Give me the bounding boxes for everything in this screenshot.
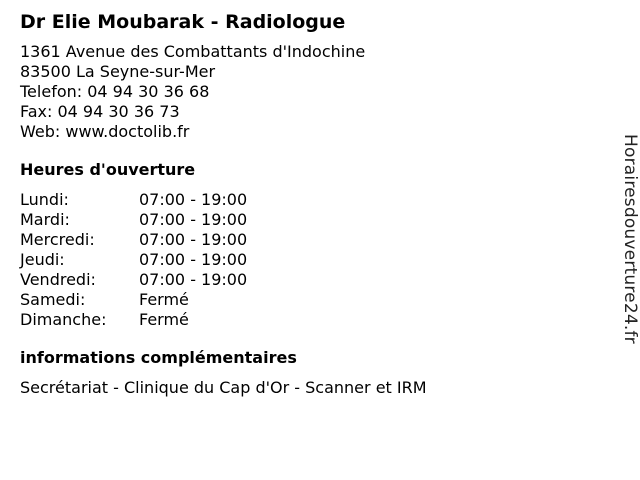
business-name: Dr Elie Moubarak - Radiologue [20, 11, 346, 33]
day-label: Vendredi: [20, 270, 96, 289]
hours-row-tuesday [20, 210, 580, 230]
hours-row-thursday [20, 250, 580, 270]
website-link[interactable]: Web: www.doctolib.fr [20, 122, 190, 141]
fax-number: Fax: 04 94 30 36 73 [20, 102, 180, 121]
opening-hours-heading: Heures d'ouverture [20, 160, 196, 179]
day-hours: 07:00 - 19:00 [139, 190, 248, 209]
day-label: Mercredi: [20, 230, 95, 249]
phone-number: Telefon: 04 94 30 36 68 [20, 82, 210, 101]
day-label: Mardi: [20, 210, 70, 229]
day-hours: 07:00 - 19:00 [139, 250, 248, 269]
hours-row-wednesday [20, 230, 580, 250]
day-label: Dimanche: [20, 310, 107, 329]
day-hours: 07:00 - 19:00 [139, 210, 248, 229]
additional-info-heading: informations complémentaires [20, 348, 297, 367]
hours-row-friday [20, 270, 580, 290]
day-hours: Fermé [139, 310, 189, 329]
day-hours: Fermé [139, 290, 189, 309]
hours-row-sunday [20, 310, 580, 330]
day-hours: 07:00 - 19:00 [139, 270, 248, 289]
business-card [20, 8, 580, 398]
site-watermark: Horairesdouverture24.fr [620, 134, 640, 344]
city-address: 83500 La Seyne-sur-Mer [20, 62, 216, 81]
day-label: Jeudi: [20, 250, 65, 269]
day-hours: 07:00 - 19:00 [139, 230, 248, 249]
additional-info-text: Secrétariat - Clinique du Cap d'Or - Scanner et IRM [20, 378, 427, 397]
day-label: Samedi: [20, 290, 86, 309]
street-address: 1361 Avenue des Combattants d'Indochine [20, 42, 366, 61]
day-label: Lundi: [20, 190, 69, 209]
opening-hours-table [20, 190, 580, 330]
hours-row-saturday [20, 290, 580, 310]
hours-row-monday [20, 190, 580, 210]
contact-block [20, 42, 580, 142]
